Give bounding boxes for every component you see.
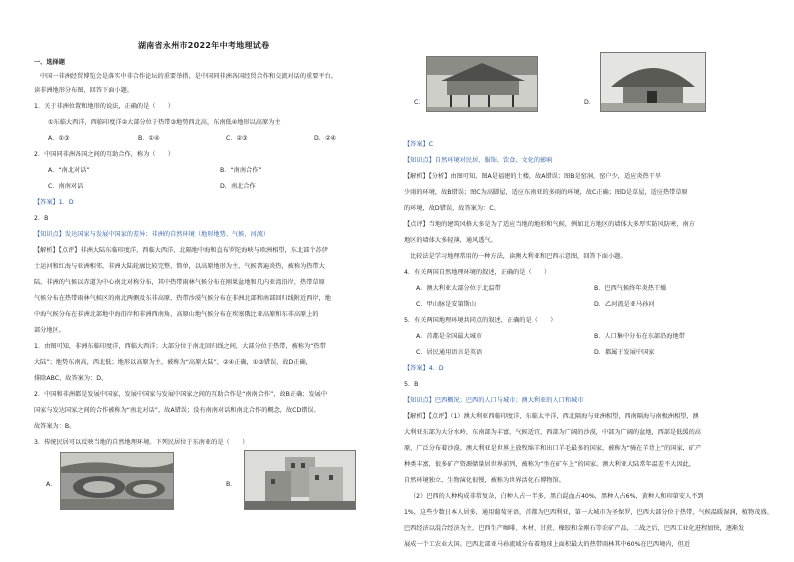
explanation-line: 排除ABC，故答案为：D。 xyxy=(34,375,108,382)
intro-line-2: 读非洲地形分布图，回答下面小题。 xyxy=(34,87,133,94)
q3-option-d-label: D． xyxy=(584,99,595,106)
q3-option-b-label: B． xyxy=(226,481,237,488)
explanation-line: 自然环境独立，生物演化很慢，被称为世界活化石博物馆。 xyxy=(404,477,565,484)
q2-option-b: B．“南南合作” xyxy=(220,167,262,174)
explanation-line: 士运河和红海与亚洲相邻，非洲大陆轮廓比较完整，简单，以高原地形为主，气候普遍炎热，被称为热带大 xyxy=(34,263,325,270)
answer-5: 5．B xyxy=(404,381,419,388)
explanation-line: 展成一个工农业大国。巴西北部亚马孙流域分布着地球上面积最大的热带雨林其中60%在巴西境内，但近 xyxy=(404,541,690,548)
explanation-line: 气候分布在热带雨林气候区的南北两侧及东非高原，热带沙漠气候分布在非洲北部和南部回归线附近西岸，地 xyxy=(34,295,331,302)
q2-option-c: C．南南对话 xyxy=(48,183,84,190)
explanation-line: 部分地区。 xyxy=(34,327,65,334)
explanation-line: 【点评】当地的建筑风格大多是为了适应当地的地形和气候，例如北方地区的墙体大多厚实防风防寒，南方 xyxy=(404,221,695,228)
page-title: 湖南省永州市2022年中考地理试卷 xyxy=(138,41,270,50)
q1-option-b: B．①④ xyxy=(138,135,160,142)
q1-option-c: C．②③ xyxy=(226,135,248,142)
explanation-line: 少雨的环境，故B错误；图C为高脚屋，适应东南亚的多雨的环境，故C正确；图D是草屋，适应热带草原 xyxy=(404,189,688,196)
question-2: 2．中国同非洲各国之间的互助合作，称为（ ） xyxy=(34,151,175,158)
q4-option-b: B．巴西气候终年炎热干燥 xyxy=(594,285,667,292)
explanation-line: 故答案为：B。 xyxy=(34,423,76,430)
q1-option-d: D．②④ xyxy=(314,135,337,142)
question-3: 3．传统民居可以反映当地的自然地理环境。下列民居位于东南亚的是（ ） xyxy=(34,439,249,446)
explanation-line: 原，广泛分布着沙漠。澳大利亚是世界上放牧绵羊和出口羊毛最多的国家，被称为“骑在羊背上”的国家，矿产 xyxy=(404,445,702,452)
stilt-house-photo xyxy=(426,56,538,112)
thatched-hut-photo xyxy=(600,52,706,112)
question-1-statements: ①东临大西洋，西临印度洋②大部分位于热带③地势西北高，东南低④地形以高原为主 xyxy=(48,119,281,126)
section-heading: 一、选择题 xyxy=(34,59,65,66)
q4-option-c: C．甲山脉是安第斯山 xyxy=(416,301,477,308)
explanation-line: 大陆”；地势东南高，西北低；地形以高原为主，被称为“高原大陆”，②④正确，①③错误，故D正确， xyxy=(34,359,312,366)
explanation-line: 【解析】【点评】（1）澳大利亚西临印度洋，东临太平洋，西北隔海与亚洲相望，西南隔海与南极洲相望，澳 xyxy=(404,413,699,420)
explanation-line: 国家与发达国家之间的合作被称为“南北对话”，故A错误；没有南南对话和南北合作的概念，故CD错误。 xyxy=(34,407,320,414)
explanation-line: 种类丰富，很多矿产资源储量居世界前列，被称为“坐在矿车上”的国家。澳大利亚大陆常年温差不大因此， xyxy=(404,461,696,468)
explanation-line: 【解析】【点评】非洲大陆东临印度洋，西临大西洋，北隔地中海和直布罗陀海峡与欧洲相望，东北部个苏伊 xyxy=(34,247,328,254)
question-1: 1．关于非洲位置和地形的说法，正确的是（ ） xyxy=(34,103,175,110)
q5-option-b: B．人口集中分布在东部沿海地带 xyxy=(594,333,685,340)
q2-option-a: A．“南北对话” xyxy=(48,167,90,174)
q3-option-a-label: A． xyxy=(46,481,57,488)
question-5: 5．有关两国地理环境共同点的叙述，正确的是（ ） xyxy=(404,317,557,324)
explanation-line: 陆。非洲的气候以赤道为中心南北对称分布，其中热带雨林气候分布在刚果盆地和几内亚湾沿岸，热带草原 xyxy=(34,279,325,286)
q5-option-c: C．居民通用语言是英语 xyxy=(416,349,483,356)
answer-2: 2．B xyxy=(34,215,49,222)
q4-option-a: A．澳大利亚大部分位于北温带 xyxy=(416,285,501,292)
intro-line-1: 中国一非洲经贸博览会是落实中非合作论坛的重要举措，是中国同非洲各国经贸合作和交流对话的重要平台。 xyxy=(40,73,337,80)
tulou-photo xyxy=(60,452,174,510)
q3-option-c-label: C． xyxy=(414,99,425,106)
knowledge-point: 【知识点】自然环境对民居、服饰、饮食、文化的影响 xyxy=(404,157,553,164)
q4-option-d: D．乙河流是亚马孙河 xyxy=(594,301,655,308)
q5-option-d: D．都属于发展中国家 xyxy=(594,349,655,356)
explanation-line: 比较法是学习地理常用的一种方法，读澳大利亚和巴西示意图，回答下面小题。 xyxy=(410,253,627,260)
explanation-line: 巴西经济以混合经济为主，巴西生产咖啡、木材、甘蔗、橡胶和金刚石等农矿产品，二战之后，巴西工业化进程加快，逐渐发 xyxy=(404,525,745,532)
explanation-line: 【解析】【分析】由图可知，图A是福建的土楼，故A错误；图B是窑洞，窑户少，适应炎热干旱 xyxy=(404,173,662,180)
q2-option-d: D．南北合作 xyxy=(220,183,256,190)
answer-4: 【答案】4．D xyxy=(404,365,444,372)
knowledge-point: 【知识点】发达国家与发展中国家的差异；非洲的自然环境（地形地势、气候、河流） xyxy=(34,231,270,238)
explanation-line: 地区的墙体大多轻薄，通风透气。 xyxy=(404,237,497,244)
explanation-line: 1．由图可知，非洲东临印度洋，西临大西洋；大部分位于南北回归线之间，大部分位于热带，被称为“热带 xyxy=(34,343,326,350)
explanation-line: 的环境，故D错误，故答案为：C。 xyxy=(404,205,500,212)
knowledge-point: 【知识点】巴西概况；巴西的人口与城市；澳大利亚的人口和城市 xyxy=(404,397,584,404)
explanation-line: 2．中国和非洲都是发展中国家，发展中国家与发展中国家之间的互助合作是“南南合作”，故B正确；发展中 xyxy=(34,391,328,398)
q5-option-a: A．首都是全国最大城市 xyxy=(416,333,483,340)
question-4: 4．有关两国自然地理环境的叙述，正确的是（ ） xyxy=(404,269,551,276)
explanation-line: 大利亚东部为大分水岭，东南部为丰富，气候适宜，西部为广阔的沙漠，中部为广阔的盆地，西部是低缓的高 xyxy=(404,429,701,436)
explanation-line: 中海气候分布在非洲北部地中海沿岸和非洲西南角，高原山地气候分布在埃塞俄比亚高原和东非高原上的 xyxy=(34,311,319,318)
explanation-line: 1%，这些少数日本人居多，通用葡萄牙语，首都为巴西利亚，第一大城市为圣保罗，巴西大部分位于热带，气候温暖湿润，植物茂盛。 xyxy=(404,509,773,516)
answer-3: 【答案】C xyxy=(404,141,434,148)
q1-option-a: A．①③ xyxy=(48,135,70,142)
answer-1: 【答案】1．D xyxy=(34,199,74,206)
cave-dwelling-photo xyxy=(244,450,356,510)
explanation-line: （2）巴西的人种构成非常复杂，白种人占一半多，黑白混血占40%，黑种人占6%，黄种人和印第安人不到 xyxy=(410,493,704,500)
